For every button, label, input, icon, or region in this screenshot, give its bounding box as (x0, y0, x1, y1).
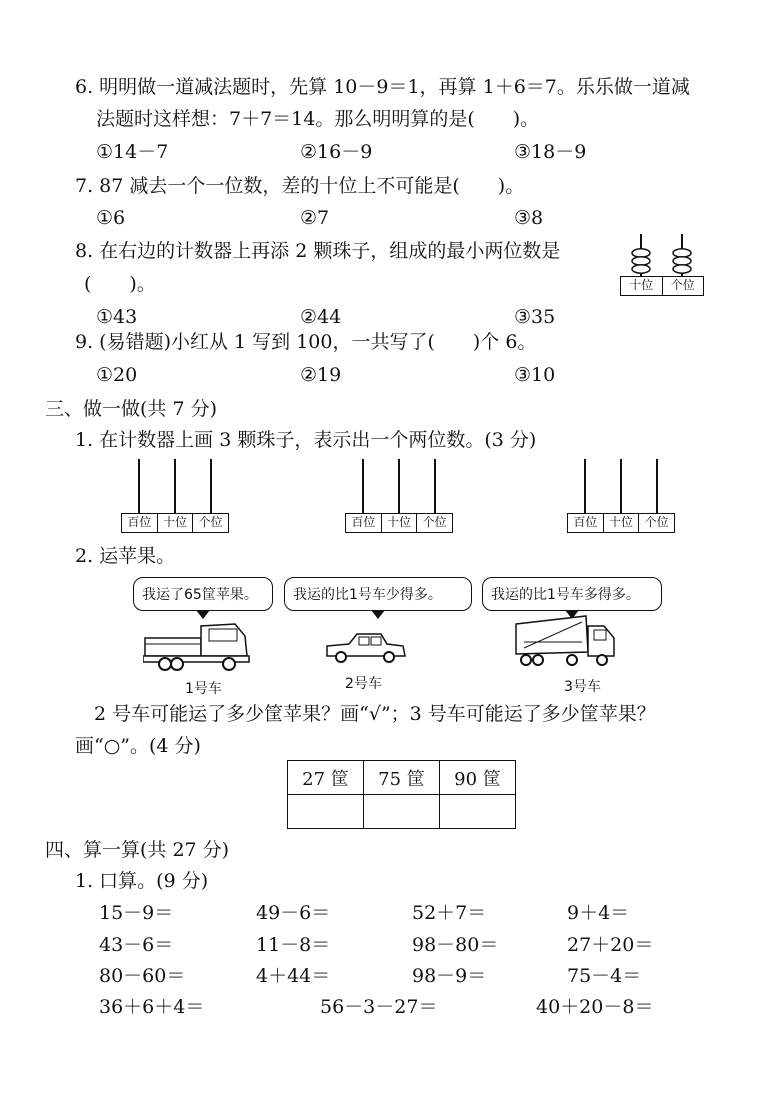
counter-label-tens: 十位 (621, 277, 663, 295)
counter2-label-hundreds: 百位 (346, 514, 382, 532)
q7-option-3: ③8 (514, 207, 544, 229)
q6-option-3: ③18－9 (514, 141, 587, 163)
q7-option-2: ②7 (300, 207, 330, 229)
counter-label-ones: 个位 (670, 278, 695, 292)
counter-1 (121, 459, 229, 533)
q9-line1: 9. (易错题)小红从 1 写到 100，一共写了( )个 6。 (75, 331, 537, 353)
q9-option-3: ③10 (514, 364, 556, 386)
bubble-truck-2: 我运的比1号车少得多。 (284, 577, 472, 611)
table-header-27: 27 筐 (288, 761, 364, 795)
q8-counter-labels (620, 276, 704, 296)
q8-option-3: ③35 (514, 306, 556, 328)
answer-table (287, 760, 516, 829)
calc-r3-c2: 4＋44＝ (256, 965, 331, 987)
section3-q2: 2. 运苹果。 (75, 545, 176, 567)
truck-1-caption: 1号车 (185, 681, 222, 697)
q7-line1: 7. 87 减去一个一位数，差的十位上不可能是( )。 (75, 175, 525, 197)
counter-2 (345, 459, 453, 533)
calc-r4-c2: 56－3－27＝ (320, 996, 438, 1018)
counter2-label-ones: 个位 (422, 515, 447, 529)
counter1-label-tens: 十位 (158, 514, 194, 532)
table-header-90: 90 筐 (440, 761, 516, 795)
section3-question-line1: 2 号车可能运了多少筐苹果？画“√”；3 号车可能运了多少筐苹果？ (94, 703, 656, 725)
section3-title: 三、做一做(共 7 分) (45, 398, 217, 420)
calc-r2-c1: 43－6＝ (99, 934, 174, 956)
calc-r3-c1: 80－60＝ (99, 965, 186, 987)
q8-line1: 8. 在右边的计数器上再添 2 颗珠子，组成的最小两位数是 (75, 240, 561, 262)
counter-3 (567, 459, 675, 533)
calc-r1-c3: 52＋7＝ (412, 902, 487, 924)
bubble-truck-1: 我运了65筐苹果。 (133, 577, 273, 611)
calc-r2-c2: 11－8＝ (256, 934, 331, 956)
counter3-label-ones: 个位 (644, 515, 669, 529)
q8-counter (620, 234, 704, 296)
section3-q1: 1. 在计数器上画 3 颗珠子，表示出一个两位数。(3 分) (75, 429, 537, 451)
calc-r2-c3: 98－80＝ (412, 934, 499, 956)
truck-3-icon (512, 612, 620, 670)
counter1-label-ones: 个位 (198, 515, 223, 529)
counter1-label-hundreds: 百位 (122, 514, 158, 532)
truck-2-icon (323, 630, 407, 666)
section3-question-line2: 画“○”。(4 分) (75, 735, 201, 757)
calc-r2-c4: 27＋20＝ (567, 934, 654, 956)
truck-2-caption: 2号车 (345, 676, 382, 692)
q7-option-1: ①6 (96, 207, 126, 229)
section4-title: 四、算一算(共 27 分) (45, 839, 230, 861)
q6-line1: 6. 明明做一道减法题时，先算 10－9＝1，再算 1＋6＝7。乐乐做一道减 (75, 76, 690, 98)
q8-option-2: ②44 (300, 306, 342, 328)
section4-q1: 1. 口算。(9 分) (75, 870, 209, 892)
table-header-75: 75 筐 (364, 761, 440, 795)
calc-r4-c1: 36＋6＋4＝ (99, 996, 205, 1018)
calc-r3-c3: 98－9＝ (412, 965, 487, 987)
q6-line2: 法题时这样想：7＋7＝14。那么明明算的是( )。 (96, 108, 540, 130)
bead-icon (620, 234, 704, 276)
truck-3-caption: 3号车 (564, 679, 601, 695)
table-answer-cell-3[interactable] (440, 795, 516, 829)
calc-r1-c2: 49－6＝ (256, 902, 331, 924)
q6-option-1: ①14－7 (96, 141, 169, 163)
table-answer-cell-2[interactable] (364, 795, 440, 829)
counter3-label-tens: 十位 (604, 514, 640, 532)
table-answer-cell-1[interactable] (288, 795, 364, 829)
q6-option-2: ②16－9 (300, 141, 373, 163)
q9-option-2: ②19 (300, 364, 342, 386)
calc-r4-c3: 40＋20－8＝ (536, 996, 654, 1018)
truck-1-icon (143, 618, 253, 672)
calc-r3-c4: 75－4＝ (567, 965, 642, 987)
calc-r1-c1: 15－9＝ (99, 902, 174, 924)
q9-option-1: ①20 (96, 364, 138, 386)
q8-line2: ( )。 (84, 273, 156, 295)
calc-r1-c4: 9＋4＝ (567, 902, 630, 924)
bubble-truck-3: 我运的比1号车多得多。 (482, 577, 662, 611)
q8-option-1: ①43 (96, 306, 138, 328)
counter2-label-tens: 十位 (382, 514, 418, 532)
counter3-label-hundreds: 百位 (568, 514, 604, 532)
